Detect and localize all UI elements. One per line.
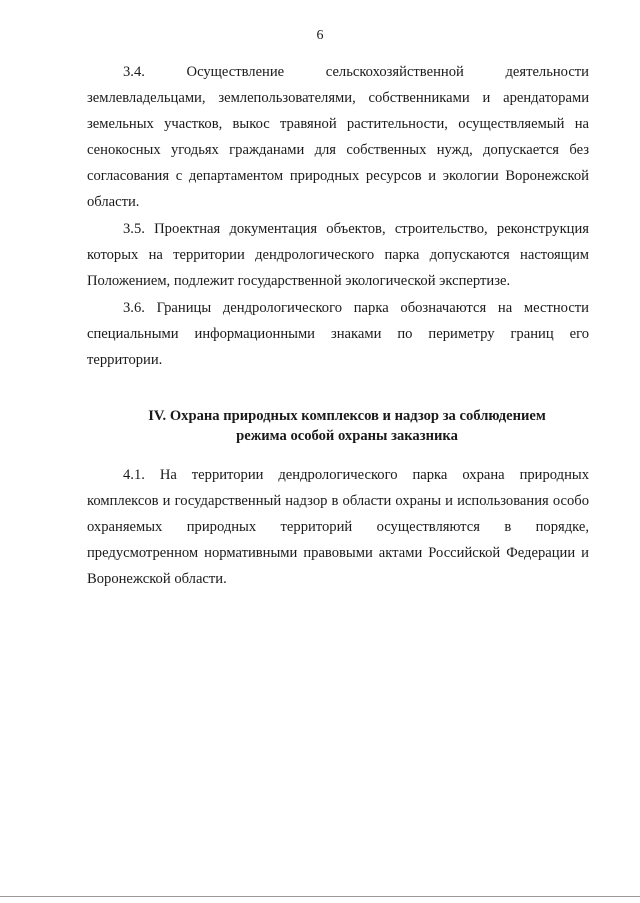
section-heading-line-1: IV. Охрана природных комплексов и надзор за соблюдением [148, 408, 546, 424]
section-heading-iv [87, 406, 589, 446]
document-body [87, 59, 589, 593]
paragraph-3-6: 3.6. Границы дендрологического парка обозначаются на местности специальными информационными знаками по периметру границ его территории. [87, 300, 589, 368]
section-heading-line-2: режима особой охраны заказника [236, 428, 458, 444]
page-number: 6 [316, 28, 324, 43]
paragraph-4-1: 4.1. На территории дендрологического парка охрана природных комплексов и государственный надзор в области охраны и использования особо охраняемых природных территорий осуществляются в порядке, предусмотренном нормативными правовыми актами Российской Федерации и Воронежской области. [87, 467, 589, 587]
bottom-edge-line [0, 896, 640, 897]
paragraph-3-5: 3.5. Проектная документация объектов, строительство, реконструкция которых на территории дендрологического парка допускаются настоящим Положением, подлежит государственной экологической экспертизе. [87, 221, 589, 289]
paragraph-3-4: 3.4. Осуществление сельскохозяйственной деятельности землевладельцами, землепользователями, собственниками и арендаторами земельных участков, выкос травяной растительности, осуществляемый на сенокосных угодьях гражданами для собственных нужд, допускается без согласования с департаментом природных ресурсов и экологии Воронежской области. [87, 64, 589, 210]
